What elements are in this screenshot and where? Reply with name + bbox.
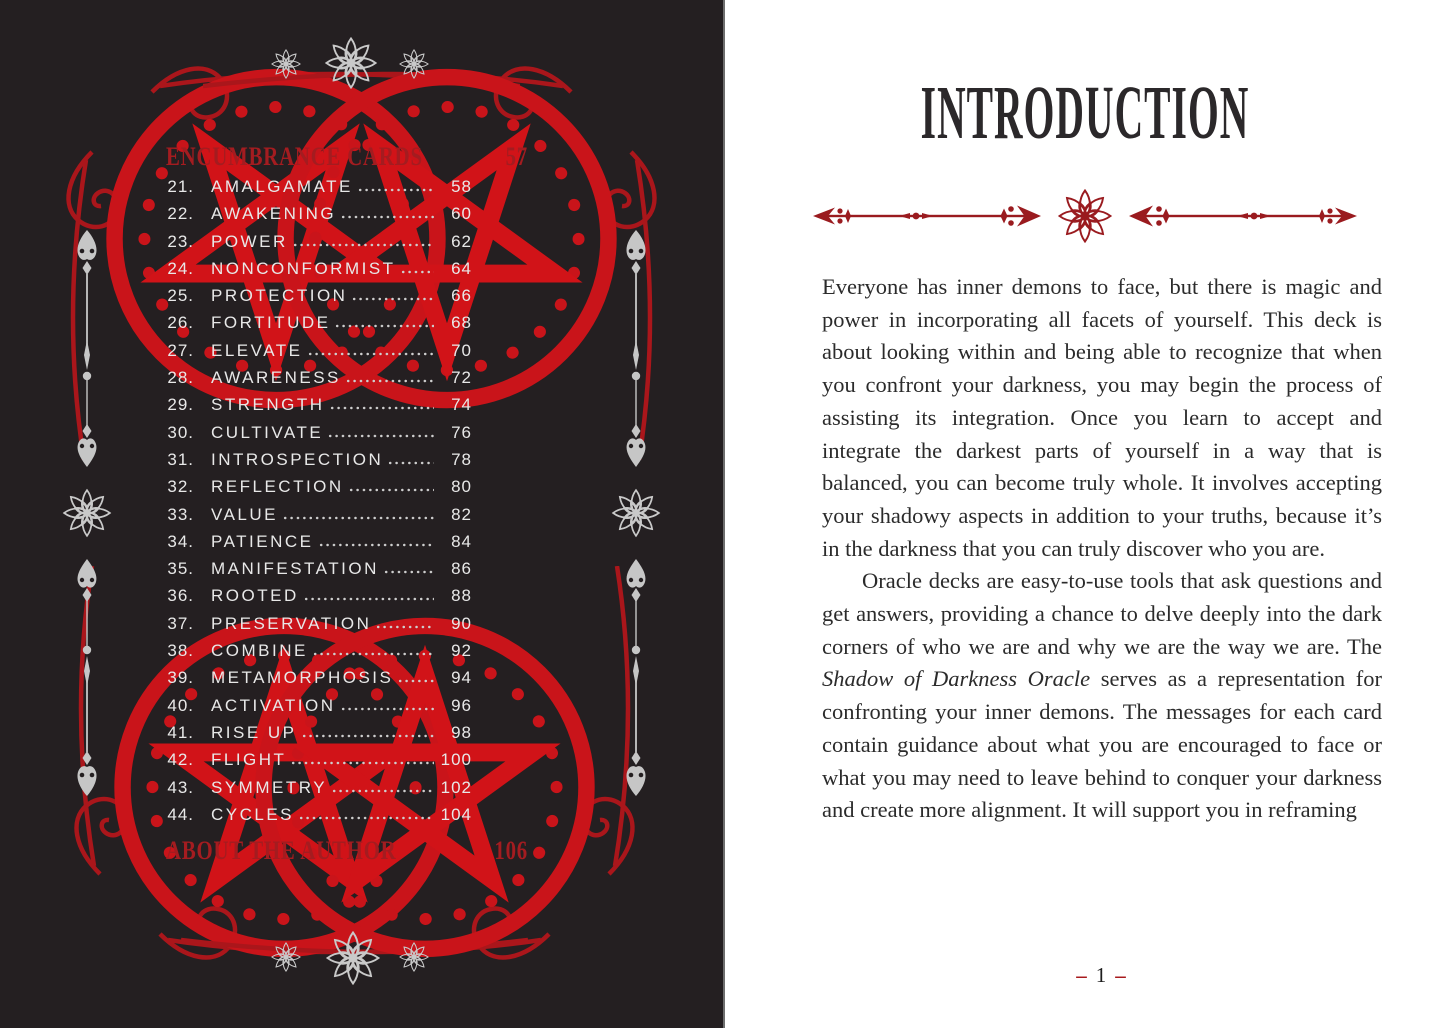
paragraph-2-text: Oracle decks are easy-to-use tools that ask questions and get answers, providing a chance to delve deeply into the dark corners of who we are and why we are the way we are. The — [822, 568, 1382, 659]
toc-entry-number: 27. — [167, 340, 194, 360]
toc-row — [150, 750, 472, 777]
toc-row — [150, 177, 472, 204]
toc-row — [150, 477, 472, 504]
toc-entry-number: 22. — [167, 204, 194, 224]
toc-section-title: ENCUMBRANCE CARDS — [166, 142, 423, 171]
dagger-ornament-icon — [616, 558, 656, 798]
toc-row — [150, 586, 472, 613]
toc-entry-page: 84 — [451, 531, 472, 551]
toc-entry-number: 40. — [167, 695, 194, 715]
toc-row — [150, 204, 472, 231]
toc-entry-number: 42. — [167, 750, 194, 770]
toc-entry-title: STRENGTH — [211, 395, 325, 415]
toc-entry-title: CULTIVATE — [211, 422, 324, 442]
toc-entry-number: 24. — [167, 258, 194, 278]
toc-entry-page: 64 — [451, 258, 472, 278]
toc-entry-page: 70 — [451, 340, 472, 360]
toc-entry-number: 31. — [167, 449, 194, 469]
lotus-flower-icon — [270, 48, 302, 80]
toc-entry-title: ACTIVATION — [211, 695, 336, 715]
toc-entry-number: 21. — [167, 177, 194, 196]
toc-row — [150, 805, 472, 832]
lotus-flower-icon — [61, 487, 113, 539]
toc-row — [150, 559, 472, 586]
toc-entry-title: ELEVATE — [211, 340, 303, 360]
toc-entry-page: 94 — [451, 668, 472, 688]
toc-entry-title: FORTITUDE — [211, 313, 331, 333]
toc-entry-title: METAMORPHOSIS — [211, 668, 394, 688]
toc-entry-page: 74 — [451, 395, 472, 415]
toc-entry-title: ROOTED — [211, 586, 299, 606]
toc-row — [150, 395, 472, 422]
toc-leader-dots — [298, 816, 434, 820]
toc-entry-page: 96 — [451, 695, 472, 715]
toc-entry-number: 38. — [167, 641, 194, 661]
toc-entry-number: 35. — [167, 559, 194, 579]
toc-entry-number: 33. — [167, 504, 194, 524]
toc-row — [150, 259, 472, 286]
lotus-flower-icon — [270, 941, 302, 973]
page-number-dash: – — [1115, 963, 1128, 987]
toc-entry-number: 29. — [167, 395, 194, 415]
toc-entry-title: VALUE — [211, 504, 278, 524]
toc-entry-page: 100 — [440, 750, 472, 770]
dagger-ornament-icon — [67, 228, 107, 468]
about-author-page: 106 — [494, 836, 528, 865]
toc-row — [150, 341, 472, 368]
toc-entry-number: 34. — [167, 531, 194, 551]
toc-leader-dots — [383, 570, 434, 574]
toc-leader-dots — [331, 789, 434, 793]
toc-row — [150, 641, 472, 668]
toc-entry-page: 86 — [451, 559, 472, 579]
page-number-dash: – — [1076, 963, 1089, 987]
toc-entry-title: SYMMETRY — [211, 777, 328, 797]
toc-leader-dots — [334, 324, 434, 328]
toc-leader-dots — [387, 461, 434, 465]
toc-entry-title: AWAKENING — [211, 204, 337, 224]
chapter-title: INTRODUCTION — [920, 71, 1250, 155]
toc-entry-page: 82 — [451, 504, 472, 524]
toc-entry-number: 43. — [167, 777, 194, 797]
toc-entry-page: 104 — [440, 804, 472, 824]
toc-entry-page: 66 — [451, 286, 472, 306]
toc-entry-page: 60 — [451, 204, 472, 224]
toc-entry-title: AMALGAMATE — [211, 177, 353, 196]
toc-leader-dots — [340, 215, 434, 219]
toc-row — [150, 505, 472, 532]
toc-entry-title: COMBINE — [211, 641, 308, 661]
lotus-flower-icon — [398, 48, 430, 80]
toc-entry-number: 28. — [167, 368, 194, 388]
lotus-flower-icon — [323, 35, 379, 91]
toc-entry-page: 88 — [451, 586, 472, 606]
toc-entry-page: 72 — [451, 368, 472, 388]
toc-entry-title: MANIFESTATION — [211, 559, 379, 579]
toc-entry-number: 41. — [167, 722, 194, 742]
dagger-ornament-icon — [67, 558, 107, 798]
toc-entry-page: 90 — [451, 613, 472, 633]
toc-entry-number: 23. — [167, 231, 194, 251]
toc-entry-title: PATIENCE — [211, 531, 314, 551]
toc-leader-dots — [303, 597, 434, 601]
toc-entry-number: 39. — [167, 668, 194, 688]
toc-entry-page: 92 — [451, 641, 472, 661]
toc-row — [150, 313, 472, 340]
lotus-flower-icon — [398, 941, 430, 973]
lotus-flower-icon — [1056, 187, 1114, 245]
toc-entry-title: NONCONFORMIST — [211, 258, 396, 278]
toc-entry-title: FLIGHT — [211, 750, 287, 770]
toc-entry-page: 68 — [451, 313, 472, 333]
toc-row — [150, 450, 472, 477]
toc-entry-title: PRESERVATION — [211, 613, 372, 633]
right-page-contents — [723, 0, 1445, 1028]
page-number — [822, 963, 1382, 988]
toc-row — [150, 532, 472, 559]
toc-entry-page: 102 — [440, 777, 472, 797]
toc-entry-number: 37. — [167, 613, 194, 633]
toc-leader-dots — [307, 352, 434, 356]
toc-section-page: 57 — [505, 142, 528, 171]
about-author-title: ABOUT THE AUTHOR — [166, 836, 397, 865]
toc-leader-dots — [290, 761, 434, 765]
intro-paragraph-2 — [822, 565, 1382, 827]
toc-entry-title: INTROSPECTION — [211, 449, 384, 469]
lotus-flower-icon — [610, 487, 662, 539]
toc-row — [150, 668, 472, 695]
toc-entry-title: RISE UP — [211, 722, 297, 742]
toc-leader-dots — [292, 243, 434, 247]
chapter-body-text — [822, 271, 1382, 827]
chapter-divider-ornament — [725, 186, 1445, 246]
toc-row — [150, 286, 472, 313]
toc-entry-page: 76 — [451, 422, 472, 442]
toc-entry-page: 80 — [451, 477, 472, 497]
page-number-value: 1 — [1095, 963, 1109, 987]
toc-entry-number: 25. — [167, 286, 194, 306]
toc-leader-dots — [327, 434, 434, 438]
toc-entry-number: 36. — [167, 586, 194, 606]
toc-leader-dots — [282, 516, 434, 520]
toc-leader-dots — [329, 406, 435, 410]
toc-leader-dots — [301, 734, 434, 738]
toc-entry-title: REFLECTION — [211, 477, 344, 497]
toc-leader-dots — [397, 679, 434, 683]
toc-row — [150, 368, 472, 395]
toc-row — [150, 723, 472, 750]
toc-entry-page: 98 — [451, 722, 472, 742]
toc-leader-dots — [400, 270, 434, 274]
toc-leader-dots — [375, 625, 434, 629]
toc-entry-number: 32. — [167, 477, 194, 497]
toc-entry-title: PROTECTION — [211, 286, 348, 306]
toc-entry-page: 58 — [451, 177, 472, 196]
table-of-contents — [150, 177, 472, 832]
toc-entry-title: AWARENESS — [211, 368, 341, 388]
toc-leader-dots — [345, 379, 434, 383]
dagger-ornament-icon — [616, 228, 656, 468]
toc-leader-dots — [351, 297, 434, 301]
toc-leader-dots — [312, 652, 434, 656]
toc-leader-dots — [340, 707, 435, 711]
toc-entry-page: 62 — [451, 231, 472, 251]
toc-entry-number: 30. — [167, 422, 194, 442]
toc-row — [150, 423, 472, 450]
toc-entry-page: 78 — [451, 449, 472, 469]
toc-leader-dots — [348, 488, 434, 492]
intro-paragraph-1: Everyone has inner demons to face, but there is magic and power in incorporating all facets of yourself. This deck is about looking within and being able to recognize that when you confront your darkness, you may begin the process of assisting its integration. Once you learn to accept and integrate the darkest parts of yourself in a way that is balanced, you can become truly whole. It involves accepting your shadowy aspects in addition to your truths, because it’s in the darkness that you can truly discover who you are. — [822, 274, 1382, 561]
toc-row — [150, 614, 472, 641]
toc-entry-number: 44. — [167, 804, 194, 824]
paragraph-2-text: serves as a representation for confronting your inner demons. The messages for each card contain guidance about what you are encouraged to face or what you may need to leave behind to conquer your darkness and create more alignment. It will support you in reframing — [822, 666, 1382, 823]
lotus-flower-icon — [324, 929, 382, 987]
toc-leader-dots — [357, 188, 434, 192]
toc-leader-dots — [318, 543, 435, 547]
toc-section-header — [166, 142, 528, 172]
deck-name-italic: Shadow of Darkness Oracle — [822, 666, 1091, 692]
divider-rule-icon — [1126, 198, 1360, 234]
toc-row — [150, 778, 472, 805]
toc-row — [150, 232, 472, 259]
toc-entry-number: 26. — [167, 313, 194, 333]
toc-about-author-row — [166, 836, 528, 866]
toc-entry-title: CYCLES — [211, 804, 295, 824]
toc-entry-title: POWER — [211, 231, 288, 251]
toc-row — [150, 696, 472, 723]
divider-rule-icon — [810, 198, 1044, 234]
